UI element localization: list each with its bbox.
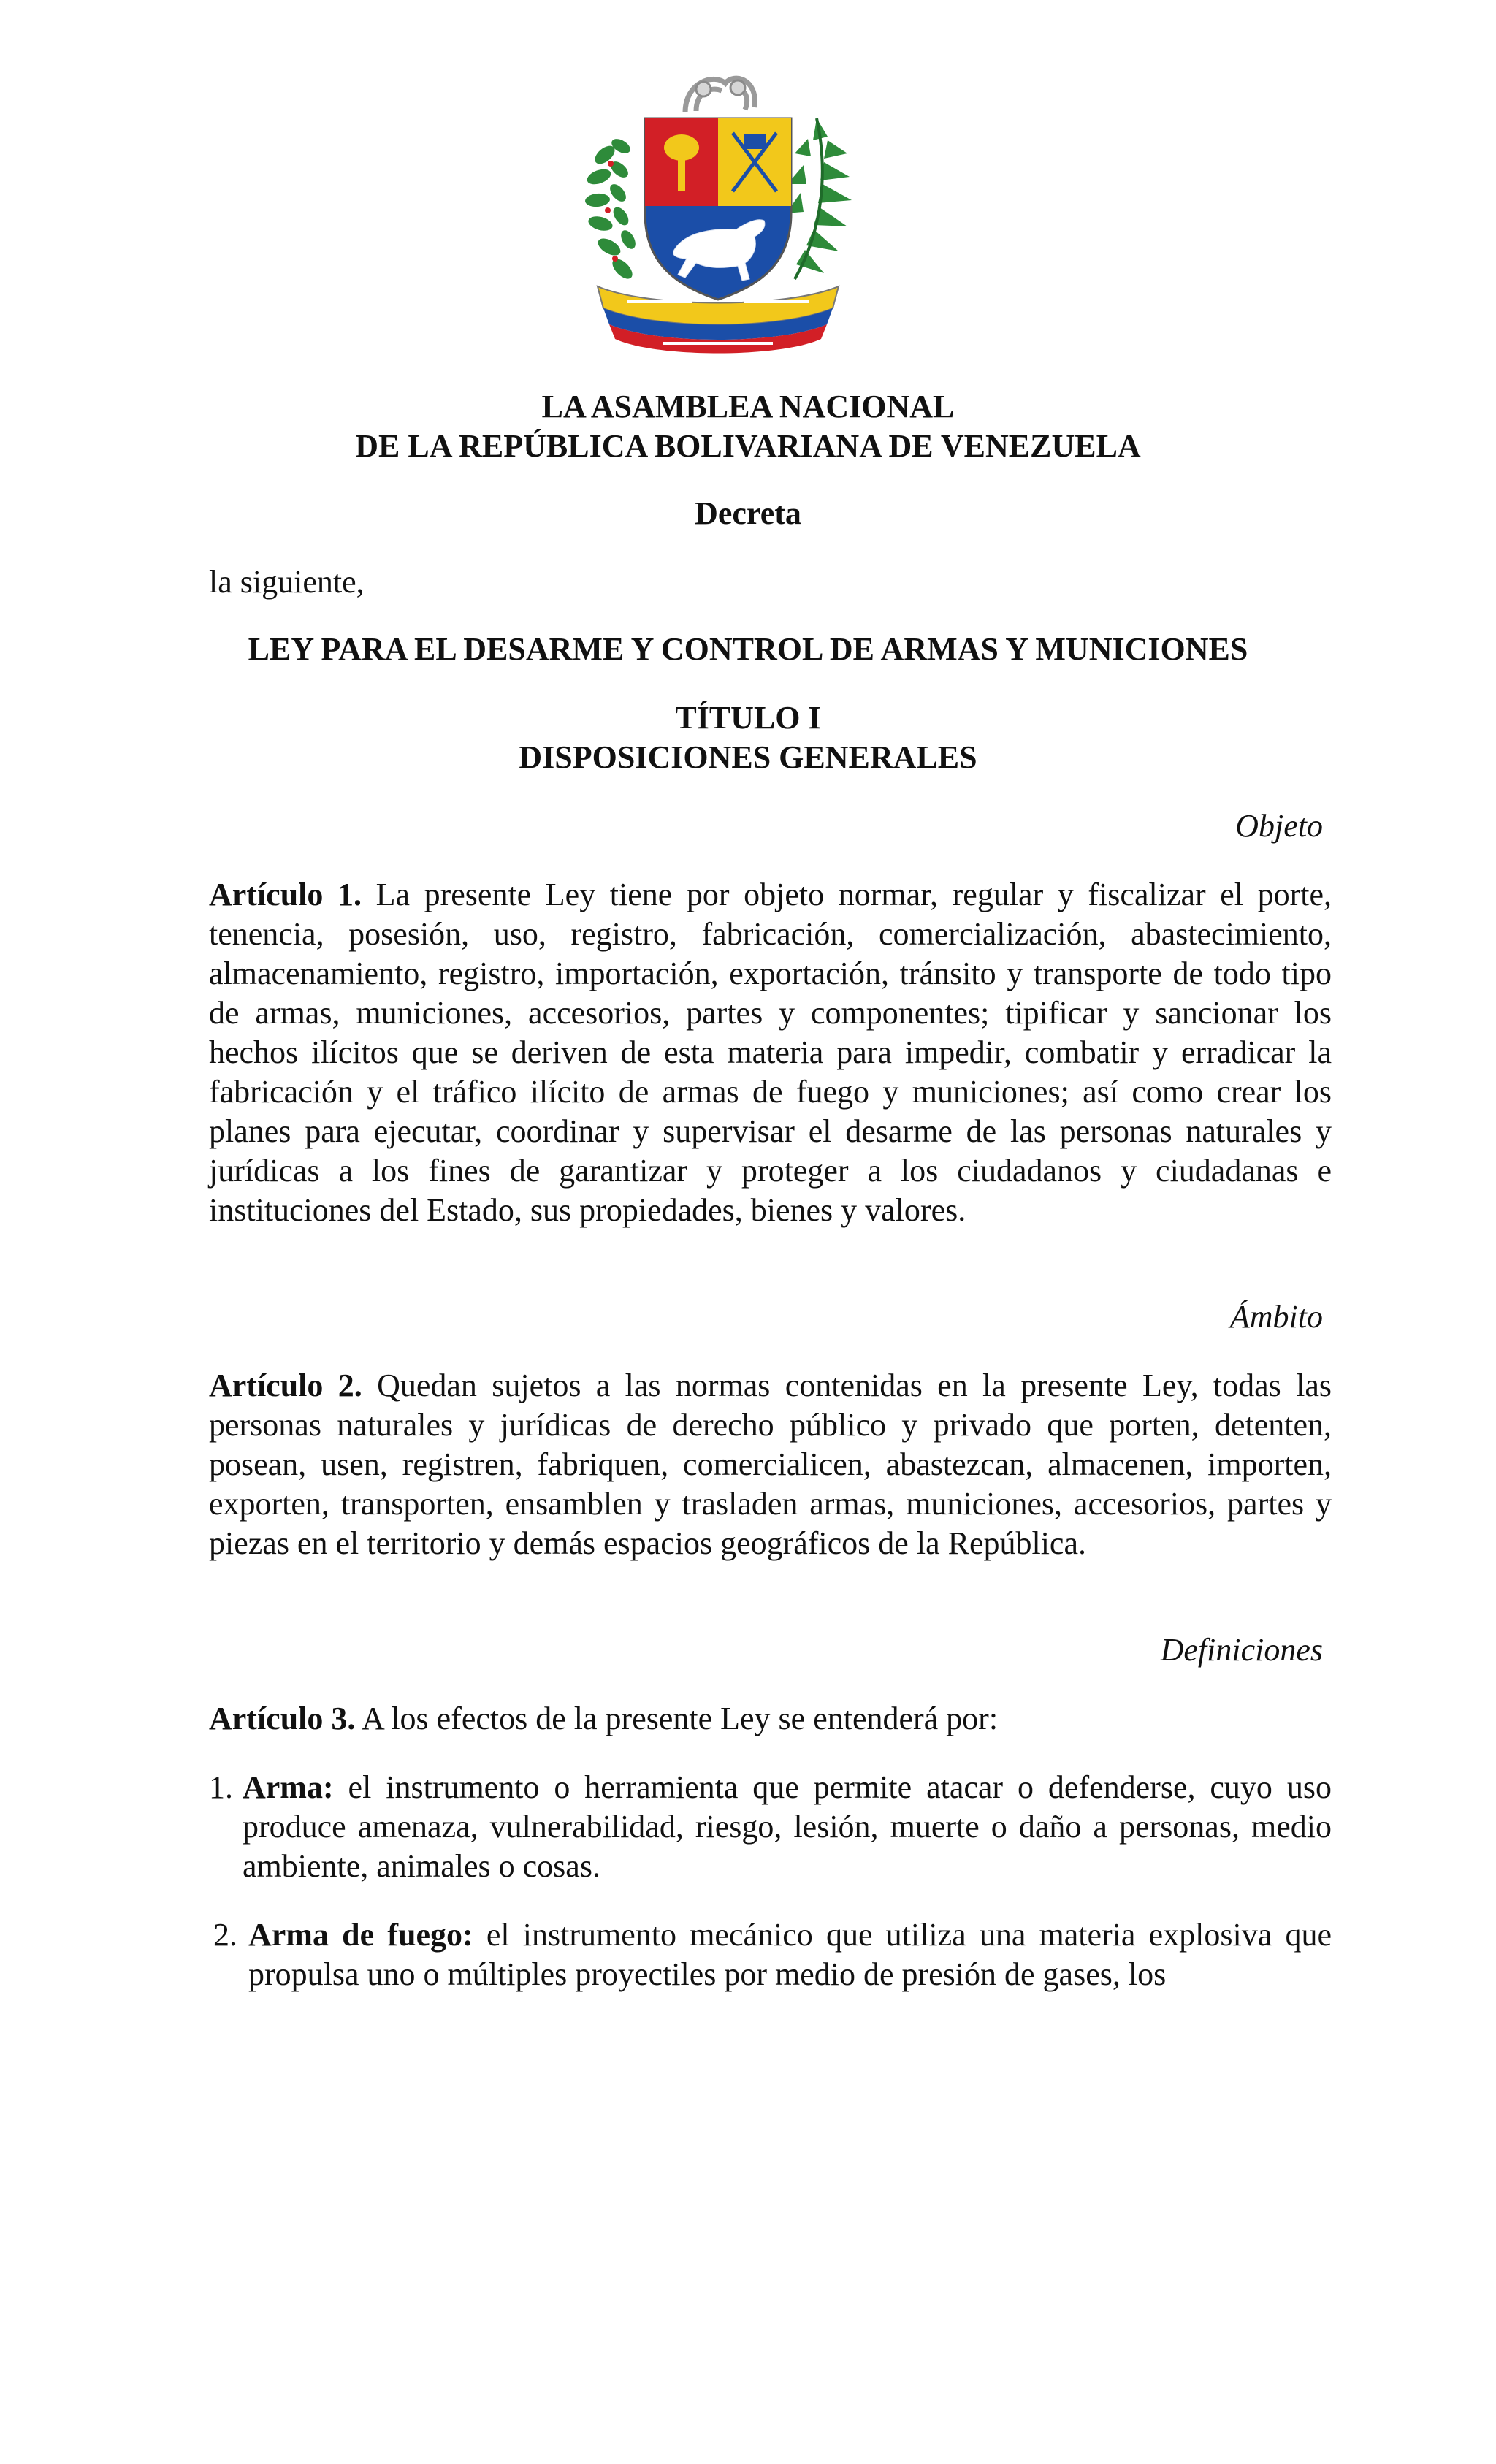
definition-text: el instrumento mecánico que utiliza una materia explosiva que propulsa uno o múltiples proyectiles por medio de presión de gases, los [248, 1917, 1332, 1992]
definition-item [209, 1915, 1332, 1994]
definition-number: 2. [213, 1917, 237, 1953]
titulo-number: TÍTULO I [675, 700, 821, 736]
definition-item [209, 1768, 1332, 1886]
definition-term: Arma de fuego: [248, 1917, 473, 1953]
article-3-label: Artículo 3. [209, 1701, 356, 1736]
definition-number: 1. [209, 1769, 233, 1805]
definition-term: Arma: [243, 1769, 334, 1805]
law-title: LEY PARA EL DESARME Y CONTROL DE ARMAS Y MUNICIONES [248, 631, 1248, 667]
article-2-label: Artículo 2. [209, 1368, 362, 1403]
intro-text: la siguiente, [209, 564, 365, 600]
article-1-label: Artículo 1. [209, 877, 362, 912]
article-3-text: A los efectos de la presente Ley se entenderá por: [355, 1701, 999, 1736]
article-1-rubric: Objeto [1235, 808, 1323, 844]
article-2-text: Quedan sujetos a las normas contenidas en la presente Ley, todas las personas naturales y jurídicas de derecho público y privado que porten, detenten, posean, usen, registren, fabriquen, comercialicen, abastezcan, almacenen, importen, exporten, transporten, ensamblen y trasladen armas, municiones, accesorios, partes y piezas en el territorio y demás espacios geográficos de la República. [209, 1368, 1332, 1561]
definition-text: el instrumento o herramienta que permite atacar o defenderse, cuyo uso produce amenaza, vulnerabilidad, riesgo, lesión, muerte o daño a personas, medio ambiente, animales o cosas. [243, 1769, 1332, 1884]
coat-of-arms-icon [576, 67, 860, 370]
assembly-title: LA ASAMBLEA NACIONAL [541, 389, 955, 424]
article-1-text: La presente Ley tiene por objeto normar, regular y fiscalizar el porte, tenencia, posesión, uso, registro, fabricación, comercialización, abastecimiento, almacenamiento, registro, importación, exportación, tránsito y transporte de todo tipo de armas, municiones, accesorios, partes y componentes; tipificar y sancionar los hechos ilícitos que se deriven de esta materia para impedir, combatir y erradicar la fabricación y el tráfico ilícito de armas de fuego y municiones; así como crear los planes para ejecutar, coordinar y supervisar el desarme de las personas naturales y jurídicas a los fines de garantizar y proteger a los ciudadanos y ciudadanas e instituciones del Estado, sus propiedades, bienes y valores. [209, 877, 1332, 1228]
article-2-rubric: Ámbito [1229, 1299, 1323, 1335]
titulo-name: DISPOSICIONES GENERALES [519, 739, 977, 775]
article-2-paragraph [209, 1366, 1332, 1563]
article-3-rubric: Definiciones [1160, 1632, 1323, 1668]
article-3-paragraph [209, 1699, 1332, 1739]
republic-title: DE LA REPÚBLICA BOLIVARIANA DE VENEZUELA [355, 428, 1141, 464]
decreta-heading: Decreta [695, 495, 801, 531]
article-1-paragraph [209, 875, 1332, 1230]
